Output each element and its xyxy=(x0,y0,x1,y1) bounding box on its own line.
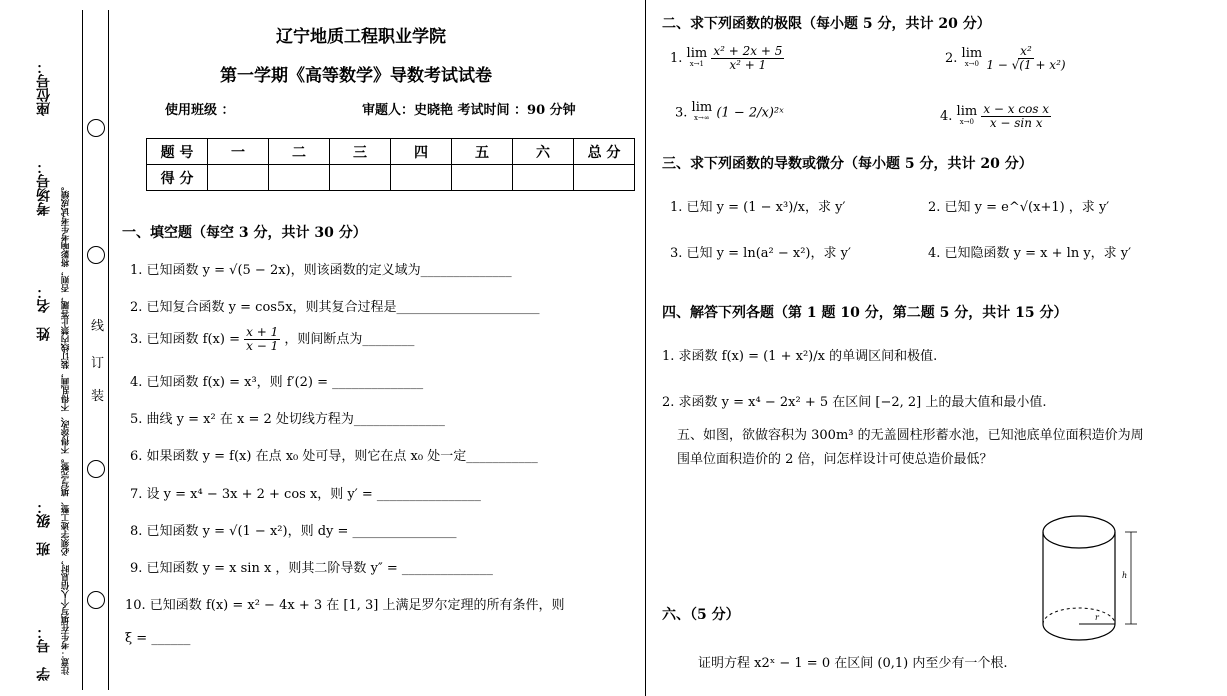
derivative-4: 4. 已知隐函数 y = x + ln y，求 y′ xyxy=(928,246,1132,261)
limit-3 xyxy=(675,100,784,123)
section5-line2: 围单位面积造价的 2 倍，问怎样设计可使总造价最低？ xyxy=(677,452,993,467)
section1-title: 一、填空题（每空 3 分，共计 30 分） xyxy=(122,225,367,241)
fraction-numerator: x + 1 xyxy=(246,325,279,339)
cylinder-bottom-front xyxy=(1043,624,1115,640)
limit-operator xyxy=(961,45,983,69)
lim-word: lim xyxy=(956,103,978,119)
score-table-header: 三 xyxy=(330,139,391,165)
exam-title: 第一学期《高等数学》导数考试试卷 xyxy=(220,66,492,86)
radius-label: r xyxy=(1095,613,1099,622)
score-table-header: 总 分 xyxy=(574,139,635,165)
binding-hole xyxy=(87,119,105,137)
school-name: 辽宁地质工程职业学院 xyxy=(276,27,446,47)
section6-text: 证明方程 x2ˣ − 1 = 0 在区间 (0,1) 内至少有一个根. xyxy=(698,656,1008,671)
score-cell[interactable] xyxy=(452,165,513,191)
cylinder-bottom-back xyxy=(1043,608,1115,624)
score-cell[interactable] xyxy=(574,165,635,191)
limit-operator xyxy=(686,45,708,69)
score-table-header: 二 xyxy=(269,139,330,165)
limit-number: 3. xyxy=(675,105,688,121)
question-3 xyxy=(130,326,414,353)
page-divider xyxy=(645,0,646,696)
seal-char: 装 xyxy=(91,389,105,404)
fraction-denominator: x − 1 xyxy=(246,339,279,353)
derivative-3: 3. 已知 y = ln(a² − x²)，求 y′ xyxy=(670,246,851,261)
limit-operator xyxy=(956,103,978,127)
fraction-numerator: x² + 2x + 5 xyxy=(713,44,783,58)
class-label: 班 级： xyxy=(36,500,52,556)
fraction-denominator: 1 − √(1 + x²) xyxy=(986,58,1066,72)
question-3-suffix: ，则间断点为________ xyxy=(284,332,415,347)
lim-subscript: x→0 xyxy=(964,59,980,68)
limit-4 xyxy=(940,103,1051,130)
score-table-row-label: 得 分 xyxy=(147,165,208,191)
score-table-header: 一 xyxy=(208,139,269,165)
class-field-label: 使用班级 ： xyxy=(165,103,235,118)
score-cell[interactable] xyxy=(269,165,330,191)
section4-title: 四、解答下列各题（第 1 题 10 分，第二题 5 分，共计 15 分） xyxy=(662,305,1068,321)
section5-line1: 五、如图，欲做容积为 300m³ 的无盖圆柱形蓄水池，已知池底单位面积造价为周 xyxy=(677,428,1144,443)
derivative-1: 1. 已知 y = (1 − x³)/x，求 y′ xyxy=(670,200,846,215)
lim-word: lim xyxy=(961,45,983,61)
fraction-denominator: x² + 1 xyxy=(729,58,767,72)
limit-operator xyxy=(691,100,713,123)
student-id-label: 学 号： xyxy=(36,625,52,681)
name-label: 姓 名： xyxy=(36,285,52,341)
score-table-score-row xyxy=(147,165,635,191)
score-table xyxy=(146,138,635,191)
score-cell[interactable] xyxy=(391,165,452,191)
margin-line xyxy=(108,10,109,690)
lim-word: lim xyxy=(691,100,713,115)
question-7: 7. 设 y = x⁴ − 3x + 2 + cos x，则 y′ = ________________ xyxy=(130,487,481,502)
lim-subscript: x→∞ xyxy=(694,114,710,122)
score-table-header: 题 号 xyxy=(147,139,208,165)
limit-number: 1. xyxy=(670,51,683,66)
score-table-header: 六 xyxy=(513,139,574,165)
reviewer-info: 审题人：史晓艳 考试时间 ：90 分钟 xyxy=(362,103,576,118)
binding-hole xyxy=(87,460,105,478)
section3-title: 三、求下列函数的导数或微分（每小题 5 分，共计 20 分） xyxy=(662,156,1033,172)
score-table-header: 四 xyxy=(391,139,452,165)
limit-number: 4. xyxy=(940,109,953,124)
binding-hole xyxy=(87,246,105,264)
section6-title: 六、（5 分） xyxy=(662,607,740,623)
limit-4-fraction xyxy=(981,103,1051,130)
question-9: 9. 已知函数 y = x sin x ，则其二阶导数 y″ = ______________ xyxy=(130,561,493,576)
limit-number: 2. xyxy=(945,51,958,66)
lim-subscript: x→1 xyxy=(689,59,705,68)
question-2: 2. 已知复合函数 y = cos5x，则其复合过程是______________________ xyxy=(130,300,540,315)
section2-title: 二、求下列函数的极限（每小题 5 分，共计 20 分） xyxy=(662,16,991,32)
score-table-header-row xyxy=(147,139,635,165)
lim-word: lim xyxy=(686,45,708,61)
lim-subscript: x→0 xyxy=(959,117,975,126)
question-10: 10. 已知函数 f(x) = x² − 4x + 3 在 [1, 3] 上满足罗尔定理的所有条件，则 xyxy=(125,598,565,613)
cylinder-top xyxy=(1043,516,1115,548)
limit-2 xyxy=(945,45,1066,72)
question-8: 8. 已知函数 y = √(1 − x²)，则 dy = ________________ xyxy=(130,524,457,539)
derivative-2: 2. 已知 y = e^√(x+1) ，求 y′ xyxy=(928,200,1110,215)
question-10-answer: ξ = ______ xyxy=(125,631,191,646)
cylinder-figure xyxy=(1035,508,1145,648)
question-3-fraction xyxy=(244,326,280,353)
seal-char: 线 xyxy=(91,319,105,334)
limit-2-fraction xyxy=(986,45,1065,72)
question-1: 1. 已知函数 y = √(5 − 2x)，则该函数的定义域为______________ xyxy=(130,263,512,278)
problem-2: 2. 求函数 y = x⁴ − 2x² + 5 在区间 [−2, 2] 上的最大值和最小值. xyxy=(662,395,1047,410)
binding-hole xyxy=(87,591,105,609)
question-5: 5. 曲线 y = x² 在 x = 2 处切线方程为______________ xyxy=(130,412,445,427)
limit-1-fraction xyxy=(711,45,784,72)
question-4: 4. 已知函数 f(x) = x³，则 f′(2) = ______________ xyxy=(130,375,424,390)
score-table-header: 五 xyxy=(452,139,513,165)
question-3-prefix: 3. 已知函数 f(x) = xyxy=(130,332,240,347)
exam-room-label: 考场号： xyxy=(36,160,52,216)
fraction-numerator: x − x cos x xyxy=(983,102,1050,116)
margin-line xyxy=(82,10,83,690)
fraction-denominator: x − sin x xyxy=(989,116,1043,130)
seal-char: 订 xyxy=(91,356,105,371)
question-6: 6. 如果函数 y = f(x) 在点 x₀ 处可导，则它在点 x₀ 处一定___________ xyxy=(130,449,538,464)
height-label: h xyxy=(1122,571,1128,580)
score-cell[interactable] xyxy=(330,165,391,191)
score-cell[interactable] xyxy=(208,165,269,191)
limit-3-body: (1 − 2/x)²ˣ xyxy=(716,105,784,121)
score-cell[interactable] xyxy=(513,165,574,191)
binding-notice: 注意：考生在填写个人信息时，必须字迹工整、填写完整。不得涂改、不得乱画，装订线内禁止答题，否则，将影响考生考试成绩。 xyxy=(61,182,71,675)
fraction-numerator: x² xyxy=(1020,44,1032,58)
seat-number-label: 座位号： xyxy=(36,60,52,116)
limit-1 xyxy=(670,45,784,72)
problem-1: 1. 求函数 f(x) = (1 + x²)/x 的单调区间和极值. xyxy=(662,349,938,364)
